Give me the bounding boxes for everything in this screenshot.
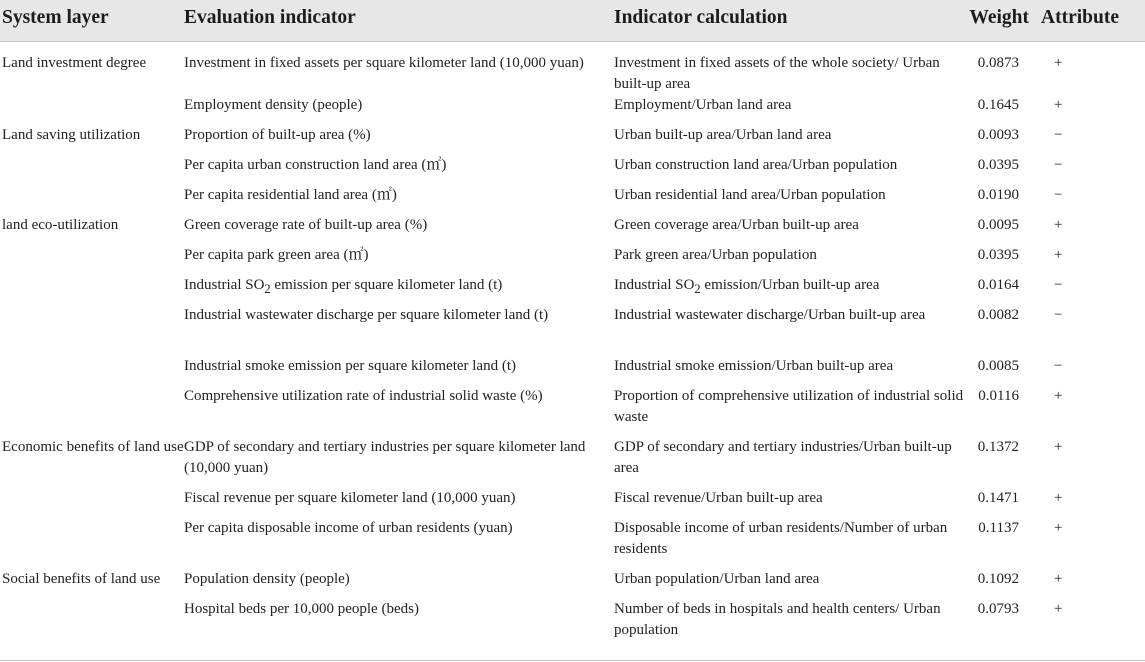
attribute-cell: + [1054, 519, 1063, 536]
attribute-cell: + [1054, 96, 1063, 113]
weight-cell: 0.1471 [977, 489, 1019, 506]
indicator-calculation-cell: Number of beds in hospitals and health centers/ Urban population [614, 600, 941, 638]
table-row [0, 41, 1145, 95]
indicator-calculation-cell: Disposable income of urban residents/Number of urban residents [614, 519, 948, 557]
evaluation-indicator-cell: Investment in fixed assets per square kilometer land (10,000 yuan) [184, 54, 584, 71]
table-row [0, 386, 1145, 437]
attribute-cell: + [1054, 600, 1063, 617]
weight-cell: 0.0395 [977, 156, 1019, 173]
attribute-cell: − [1054, 276, 1063, 293]
table-row [0, 518, 1145, 569]
header-row [0, 0, 1145, 41]
indicator-calculation-cell: Urban construction land area/Urban population [614, 156, 898, 173]
weight-cell: 0.0395 [977, 246, 1019, 263]
weight-cell: 0.0085 [977, 357, 1019, 374]
header-indicator-calculation: Indicator calculation [614, 0, 965, 41]
subscript-text: 2 [694, 281, 701, 296]
system-layer-cell [0, 356, 184, 386]
attribute-cell: − [1054, 156, 1063, 173]
table-body [0, 41, 1145, 650]
table-row [0, 185, 1145, 215]
attribute-cell: + [1054, 438, 1063, 455]
header-system-layer: System layer [0, 0, 184, 41]
weight-cell: 0.0095 [977, 216, 1019, 233]
system-layer-cell [0, 305, 184, 356]
evaluation-indicator-cell: Population density (people) [184, 570, 350, 587]
indicator-calculation-cell: Urban population/Urban land area [614, 570, 820, 587]
system-layer-cell [0, 488, 184, 518]
indicator-calculation-cell: Green coverage area/Urban built-up area [614, 216, 859, 233]
attribute-cell: + [1054, 216, 1063, 233]
system-layer-cell [0, 518, 184, 569]
indicator-text: Industrial SO [184, 276, 265, 293]
system-layer-cell [0, 95, 184, 125]
system-layer-cell [0, 386, 184, 437]
table-row [0, 155, 1145, 185]
table-row [0, 245, 1145, 275]
weight-cell: 0.1092 [977, 570, 1019, 587]
evaluation-indicator-cell: Fiscal revenue per square kilometer land (10,000 yuan) [184, 489, 516, 506]
evaluation-indicator-cell: Per capita park green area (㎡) [184, 246, 369, 263]
weight-cell: 0.0082 [977, 306, 1019, 323]
table-row [0, 488, 1145, 518]
weight-cell: 0.0093 [977, 126, 1019, 143]
system-layer-cell: Land saving utilization [2, 126, 141, 143]
table-row [0, 275, 1145, 305]
indicator-text: emission per square kilometer land (t) [270, 276, 503, 293]
indicator-calculation-cell: Urban built-up area/Urban land area [614, 126, 832, 143]
evaluation-indicator-cell: Employment density (people) [184, 96, 363, 113]
attribute-cell: − [1054, 126, 1063, 143]
system-layer-cell [0, 245, 184, 275]
attribute-cell: − [1054, 306, 1063, 323]
indicator-calculation-cell: Employment/Urban land area [614, 96, 792, 113]
evaluation-indicator-cell: Industrial wastewater discharge per square kilometer land (t) [184, 306, 549, 323]
system-layer-cell: Land investment degree [2, 54, 147, 71]
table-bottom-rule [0, 660, 1145, 661]
evaluation-indicator-cell: Green coverage rate of built-up area (%) [184, 216, 428, 233]
indicator-calculation-cell: Park green area/Urban population [614, 246, 817, 263]
table-row [0, 125, 1145, 155]
attribute-cell: + [1054, 489, 1063, 506]
header-evaluation-indicator: Evaluation indicator [184, 0, 614, 41]
weight-cell: 0.1645 [977, 96, 1019, 113]
header-weight: Weight [965, 0, 1033, 41]
table-header [0, 0, 1145, 41]
weight-cell: 0.0793 [977, 600, 1019, 617]
system-layer-cell: Economic benefits of land use [2, 438, 184, 455]
table-row [0, 569, 1145, 599]
weight-cell: 0.0164 [977, 276, 1019, 293]
header-attribute: Attribute [1033, 0, 1145, 41]
indicator-calculation-cell: GDP of secondary and tertiary industries/Urban built-up area [614, 438, 952, 476]
evaluation-indicator-cell: Hospital beds per 10,000 people (beds) [184, 600, 419, 617]
table-row [0, 215, 1145, 245]
attribute-cell: + [1054, 246, 1063, 263]
table-row [0, 437, 1145, 488]
weight-cell: 0.0190 [977, 186, 1019, 203]
evaluation-indicator-cell: Industrial smoke emission per square kilometer land (t) [184, 357, 516, 374]
attribute-cell: + [1054, 387, 1063, 404]
indicator-calculation-cell: Industrial wastewater discharge/Urban built-up area [614, 306, 926, 323]
calculation-text: Industrial SO [614, 276, 695, 293]
indicator-calculation-cell [614, 275, 965, 305]
attribute-cell: + [1054, 570, 1063, 587]
table-row [0, 95, 1145, 125]
weight-cell: 0.1372 [977, 438, 1019, 455]
calculation-text: emission/Urban built-up area [700, 276, 880, 293]
system-layer-cell [0, 275, 184, 305]
indicator-calculation-cell: Industrial smoke emission/Urban built-up area [614, 357, 894, 374]
weight-cell: 0.0873 [977, 54, 1019, 71]
system-layer-cell [0, 155, 184, 185]
evaluation-indicator-cell: GDP of secondary and tertiary industries per square kilometer land (10,000 yuan) [184, 438, 586, 476]
weight-cell: 0.1137 [978, 519, 1019, 536]
attribute-cell: − [1054, 357, 1063, 374]
evaluation-indicator-cell: Comprehensive utilization rate of industrial solid waste (%) [184, 387, 543, 404]
table-row [0, 305, 1145, 356]
indicator-calculation-cell: Fiscal revenue/Urban built-up area [614, 489, 823, 506]
subscript-text: 2 [264, 281, 271, 296]
system-layer-cell [0, 185, 184, 215]
indicator-calculation-cell: Urban residential land area/Urban population [614, 186, 886, 203]
evaluation-indicator-cell: Per capita disposable income of urban residents (yuan) [184, 519, 513, 536]
weight-cell: 0.0116 [978, 387, 1019, 404]
evaluation-indicator-cell: Proportion of built-up area (%) [184, 126, 371, 143]
table-row [0, 356, 1145, 386]
evaluation-indicator-cell [184, 275, 614, 305]
evaluation-indicator-cell: Per capita urban construction land area (㎡) [184, 156, 447, 173]
attribute-cell: + [1054, 54, 1063, 71]
system-layer-cell: land eco-utilization [2, 216, 119, 233]
indicator-calculation-cell: Investment in fixed assets of the whole society/ Urban built-up area [614, 54, 940, 92]
attribute-cell: − [1054, 186, 1063, 203]
system-layer-cell: Social benefits of land use [2, 570, 161, 587]
indicator-calculation-cell: Proportion of comprehensive utilization of industrial solid waste [614, 387, 964, 425]
evaluation-indicator-cell: Per capita residential land area (㎡) [184, 186, 397, 203]
